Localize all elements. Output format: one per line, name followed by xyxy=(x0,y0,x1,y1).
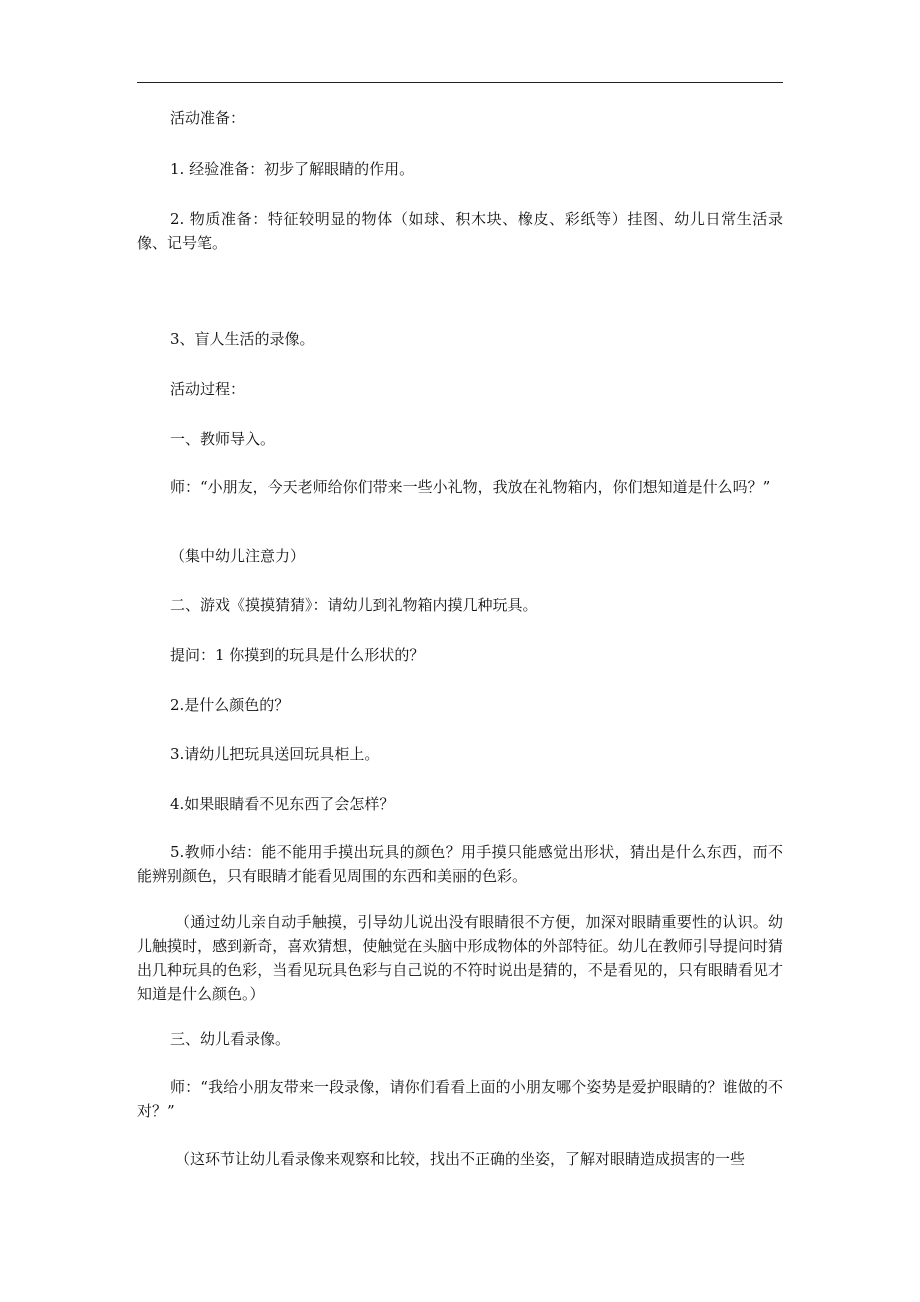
paragraph-activity-preparation: 活动准备： xyxy=(170,109,246,127)
header-rule xyxy=(137,82,783,83)
paragraph-section-two: 二、游戏《摸摸猜猜》：请幼儿到礼物箱内摸几种玩具。 xyxy=(170,596,538,614)
paragraph-question-one: 提问：1 你摸到的玩具是什么形状的？ xyxy=(170,646,425,664)
paragraph-question-four: 4.如果眼睛看不见东西了会怎样？ xyxy=(170,795,395,813)
paragraph-video-question: 师：“我给小朋友带来一段录像，请你们看看上面的小朋友哪个姿势是爱护眼睛的？谁做的不对？” xyxy=(137,1078,783,1120)
paragraph-blind-video: 3、盲人生活的录像。 xyxy=(170,330,315,348)
paragraph-question-three: 3.请幼儿把玩具送回玩具柜上。 xyxy=(170,745,380,763)
paragraph-material-prep: 2. 物质准备：特征较明显的物体（如球、积木块、橡皮、彩纸等）挂图、幼儿日常生活录像、记号笔。 xyxy=(137,210,783,252)
paragraph-activity-process: 活动过程： xyxy=(170,380,246,398)
paragraph-experience-prep: 1. 经验准备：初步了解眼睛的作用。 xyxy=(170,160,415,178)
paragraph-question-two: 2.是什么颜色的？ xyxy=(170,696,290,714)
paragraph-section-one: 一、教师导入。 xyxy=(170,430,276,448)
paragraph-section-three: 三、幼儿看录像。 xyxy=(170,1030,291,1048)
paragraph-teacher-intro: 师：“小朋友，今天老师给你们带来一些小礼物，我放在礼物箱内，你们想知道是什么吗？” xyxy=(170,478,771,496)
paragraph-teacher-summary: 5.教师小结：能不能用手摸出玩具的颜色？用手摸只能感觉出形状，猜出是什么东西，而不能辨别颜色，只有眼睛才能看见周围的东西和美丽的色彩。 xyxy=(137,843,783,885)
paragraph-attention-note: （集中幼儿注意力） xyxy=(170,547,306,565)
paragraph-video-note: （这环节让幼儿看录像来观察和比较，找出不正确的坐姿，了解对眼睛造成损害的一些 xyxy=(175,1150,746,1168)
paragraph-touch-note: （通过幼儿亲自动手触摸，引导幼儿说出没有眼睛很不方便，加深对眼睛重要性的认识。幼儿触摸时，感到新奇，喜欢猜想，使触觉在头脑中形成物体的外部特征。幼儿在教师引导提问时猜出几种玩具的色彩，当看见玩具色彩与自己说的不符时说出是猜的，不是看见的，只有眼睛看见才知道是什么颜色。） xyxy=(137,913,783,1003)
